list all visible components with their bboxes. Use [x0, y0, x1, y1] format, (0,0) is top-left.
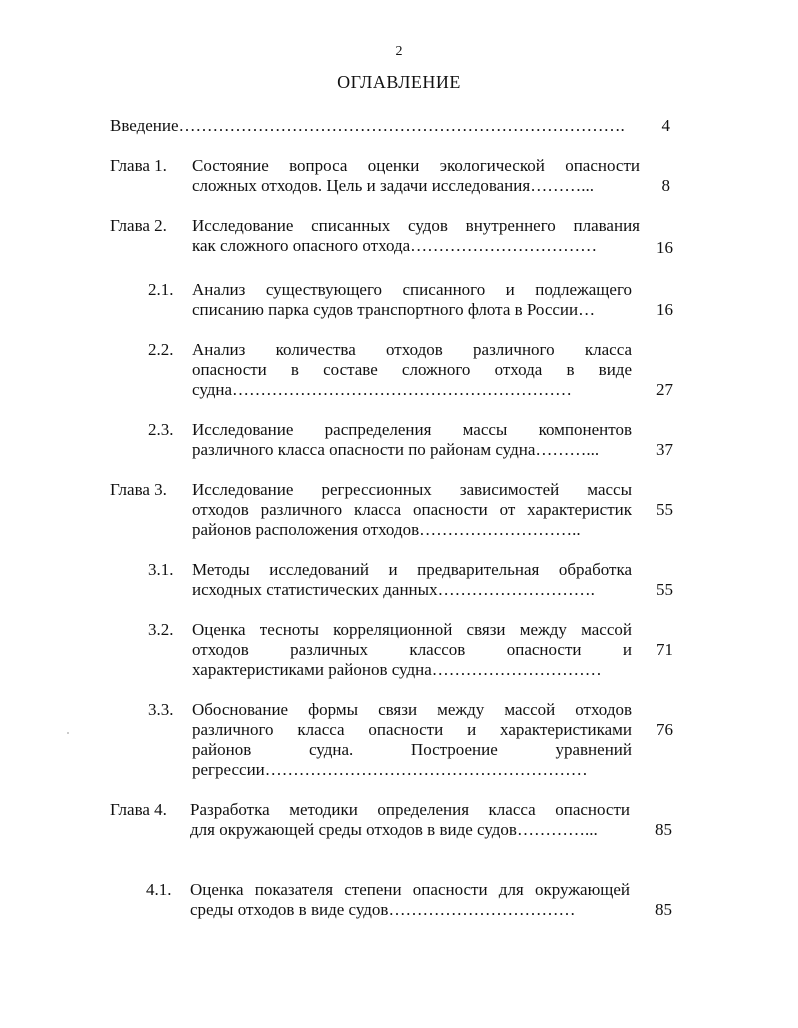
toc-page-number: 4 — [661, 116, 670, 135]
toc-entry-text-line: Состояние вопроса оценки экологической опасности — [192, 156, 640, 175]
page-number: 2 — [395, 44, 403, 59]
toc-page-number: 27 — [656, 380, 673, 399]
toc-entry-text-line: регрессии………………………………………………… — [192, 760, 588, 779]
toc-entry-text-line: Анализ существующего списанного и подлежащего — [192, 280, 632, 299]
toc-entry-label: 3.1. — [148, 560, 174, 579]
toc-entry-chapter-1[interactable] — [110, 156, 670, 196]
toc-entry-text-line: Исследование регрессионных зависимостей массы — [192, 480, 632, 499]
toc-page-number: 85 — [655, 900, 672, 919]
toc-entry-label: Глава 1. — [110, 156, 167, 175]
toc-entry-text-line: районов судна. Построение уравнений — [192, 740, 632, 759]
toc-entry-chapter-3[interactable] — [110, 480, 673, 540]
toc-entry-text-line: Исследование списанных судов внутреннего плавания — [192, 216, 640, 235]
toc-entry-text-line: среды отходов в виде судов…………………………… — [190, 900, 576, 919]
toc-entry-label: 2.1. — [148, 280, 174, 299]
scan-speck — [67, 732, 69, 734]
toc-entry-label: 4.1. — [146, 880, 172, 899]
toc-entry-text-line: исходных статистических данных………………………. — [192, 580, 595, 599]
toc-page-number: 55 — [656, 580, 673, 599]
toc-entry-label: 3.2. — [148, 620, 174, 639]
toc-entry-text-line: отходов различного класса опасности от характеристик — [192, 500, 632, 519]
toc-entry-chapter-4[interactable] — [110, 800, 672, 840]
toc-entry-section-3-3[interactable] — [148, 700, 673, 780]
toc-entry-text-line: различного класса опасности по районам судна………... — [192, 440, 600, 459]
toc-entry-text-line: для окружающей среды отходов в виде судов…………... — [190, 820, 598, 839]
toc-entry-text-line: Исследование распределения массы компонентов — [192, 420, 632, 439]
toc-entry-label: 2.3. — [148, 420, 174, 439]
toc-entry-text-line: отходов различных классов опасности и — [192, 640, 632, 659]
toc-entry-text-line: Обоснование формы связи между массой отходов — [192, 700, 632, 719]
toc-entry-section-3-1[interactable] — [148, 560, 673, 600]
toc-title: ОГЛАВЛЕНИЕ — [337, 72, 461, 92]
toc-entry-text-line: как сложного опасного отхода…………………………… — [192, 236, 598, 255]
toc-page-number: 16 — [656, 300, 673, 319]
toc-entry-introduction[interactable] — [110, 116, 670, 136]
toc-entry-text-line: опасности в составе сложного отхода в виде — [192, 360, 632, 379]
toc-page-number: 8 — [661, 176, 670, 195]
toc-entry-text-line: сложных отходов. Цель и задачи исследования………... — [192, 176, 594, 195]
toc-page-number: 85 — [655, 820, 672, 839]
toc-entry-section-2-2[interactable] — [148, 340, 673, 400]
toc-entry-text-line: списанию парка судов транспортного флота в России… — [192, 300, 596, 319]
toc-entry-text-line: судна…………………………………………………… — [192, 380, 573, 399]
toc-page-number: 55 — [656, 500, 673, 519]
toc-entry-chapter-2[interactable] — [110, 216, 673, 256]
toc-page-number: 16 — [656, 238, 673, 257]
toc-page-number: 37 — [656, 440, 673, 459]
toc-entry-text-line: районов расположения отходов……………………….. — [192, 520, 581, 539]
toc-entry-text-line: Разработка методики определения класса опасности — [190, 800, 630, 819]
toc-entry-section-4-1[interactable] — [146, 880, 672, 920]
toc-entry-label: 3.3. — [148, 700, 174, 719]
toc-entry-text-line: Методы исследований и предварительная обработка — [192, 560, 632, 579]
toc-entry-text-line: Оценка тесноты корреляционной связи между массой — [192, 620, 632, 639]
toc-entry-label: 2.2. — [148, 340, 174, 359]
toc-entry-text-line: характеристиками районов судна………………………… — [192, 660, 602, 679]
toc-entry-label: Глава 3. — [110, 480, 167, 499]
toc-page-number: 76 — [656, 720, 673, 739]
toc-entry-label: Глава 2. — [110, 216, 167, 235]
toc-entry-section-2-3[interactable] — [148, 420, 673, 460]
toc-entry-text-line: Анализ количества отходов различного класса — [192, 340, 632, 359]
toc-entry-section-2-1[interactable] — [148, 280, 673, 320]
toc-entry-text-line: Введение……………………………………………………………………. — [110, 116, 625, 135]
toc-page-number: 71 — [656, 640, 673, 659]
toc-entry-label: Глава 4. — [110, 800, 167, 819]
toc-entry-text-line: Оценка показателя степени опасности для окружающей — [190, 880, 630, 899]
toc-entry-section-3-2[interactable] — [148, 620, 673, 680]
toc-entry-text-line: различного класса опасности и характеристиками — [192, 720, 632, 739]
